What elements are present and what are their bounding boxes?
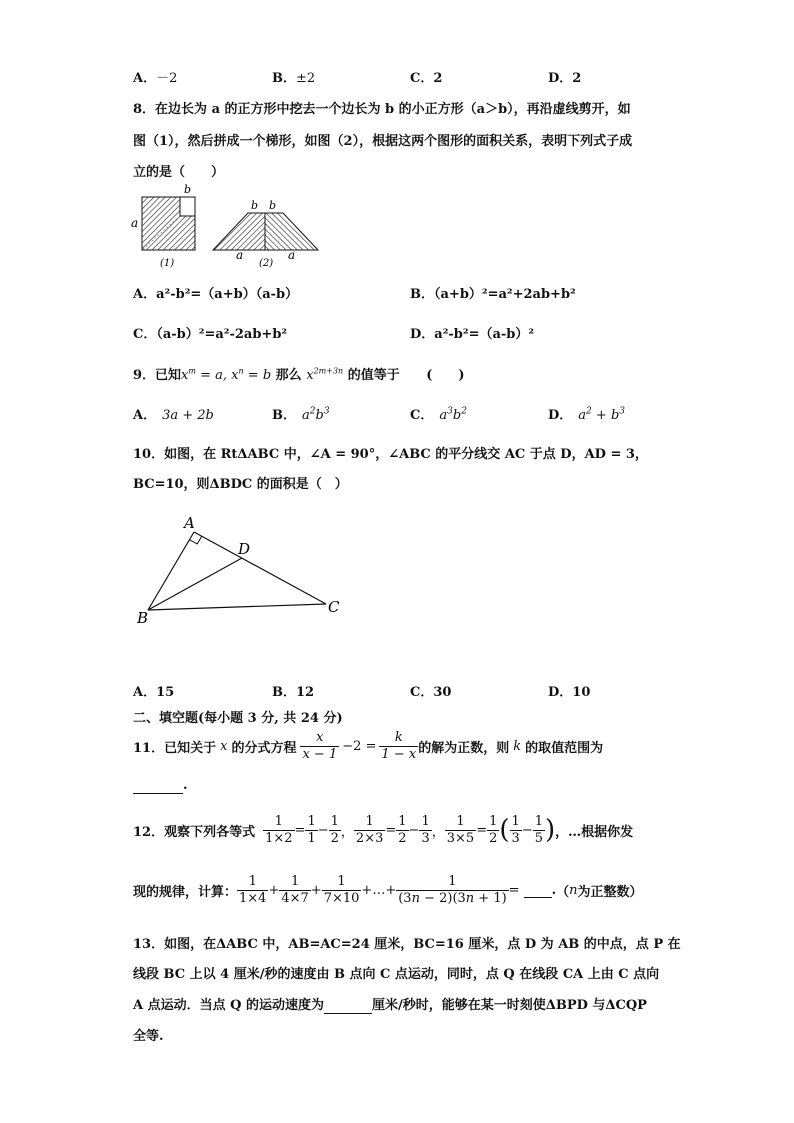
- section-title: 二、填空题(每小题 3 分, 共 24 分): [133, 711, 343, 726]
- q13-stem-line2: 线段 BC 上以 4 厘米/秒的速度由 B 点向 C 点运动，同时，点 Q 在线段 CA 上由 C 点向: [133, 967, 660, 982]
- fig1-label-b: b: [184, 183, 192, 196]
- q8-option-a: A．a²-b²=（a+b）（a-b）: [133, 287, 299, 302]
- q7-option-a: A．－2: [133, 71, 178, 86]
- q8-stem-line2: 图（1），然后拼成一个梯形，如图（2），根据这两个图形的面积关系，表明下列式子成: [133, 134, 633, 149]
- q9-option-b: B． $a^2b^3$: [272, 406, 330, 423]
- q10-stem-line2: BC=10，则ΔBDC 的面积是（ ）: [133, 477, 348, 492]
- q10-stem-line1: 10．如图，在 RtΔABC 中，∠A = 90°，∠ABC 的平分线交 AC 于点 D，AD = 3，: [133, 447, 648, 462]
- fig2-label-a-left: a: [236, 248, 244, 262]
- q12-stem-line1: 12．观察下列各等式 $\frac{1}{1\times 2}$ = $\frac{1}{1}$ − $\frac{1}{2}$ ， $\frac{1}{2\times 3}$ = $\frac{1}{2}$ − $\frac{1}{3}$ ， $\frac{1}{3\times 5}$ = $\frac{1}{2}$ ( $\frac{1}{3}$ − $\frac{1}{5}$ ) ，…根据你发: [133, 813, 634, 846]
- q11-fraction-left: $\frac{x}{x - 1}$: [302, 729, 338, 762]
- q8-option-b: B．（a+b）²=a²+2ab+b²: [410, 287, 576, 302]
- q10-option-d: D．10: [548, 685, 591, 700]
- q11-answer-blank[interactable]: .: [133, 778, 188, 794]
- fig2-caption: (2): [259, 258, 274, 269]
- label-C: C: [328, 598, 340, 616]
- q12-sum-expression: $\frac{1}{1\times 4}$ + $\frac{1}{4\times 7}$ + $\frac{1}{7\times 10}$ +…+ $\frac{1}{(3n - 2)(3n + 1)}$ =: [239, 873, 520, 906]
- q10-triangle-figure: [130, 510, 350, 630]
- q8-figure: [128, 183, 328, 269]
- q8-stem-line1: 8．在边长为 a 的正方形中挖去一个边长为 b 的小正方形（a＞b），再沿虚线剪开，如: [133, 102, 631, 117]
- fig2-right-half: [265, 213, 318, 250]
- q13-stem-line3: A 点运动．当点 Q 的运动速度为 厘米/秒时，能够在某一时刻使ΔBPD 与ΔCQP: [133, 998, 647, 1013]
- q8-option-c: C．（a-b）²=a²-2ab+b²: [133, 327, 288, 342]
- q11-fraction-right: $\frac{k}{1 - x}$: [381, 729, 417, 762]
- q8-option-d: D．a²-b²=（a-b）²: [410, 327, 535, 342]
- q12-eq2: $\frac{1}{2\times 3}$ = $\frac{1}{2}$ − $\frac{1}{3}$ ，: [355, 813, 445, 846]
- label-A: A: [184, 514, 195, 532]
- fig2-label-b-right: b: [269, 199, 277, 212]
- q10-option-a: A．15: [133, 685, 175, 700]
- label-B: B: [137, 609, 149, 627]
- q8-stem-line3: 立的是（ ）: [133, 165, 225, 180]
- fig1-small-square: [180, 197, 195, 216]
- q9-option-d: D． $a^2 + b^3$: [548, 406, 625, 423]
- q9-option-c: C． $a^3b^2$: [410, 406, 467, 423]
- q9-condition: $x^m = a$, $x^n = b$: [181, 366, 272, 383]
- fig2-label-b-left: b: [251, 199, 259, 212]
- q12-eq1: $\frac{1}{1\times 2}$ = $\frac{1}{1}$ − $\frac{1}{2}$ ，: [265, 813, 354, 846]
- q7-option-d: D．2: [548, 71, 582, 86]
- fig2-label-a-right: a: [288, 248, 296, 262]
- label-D: D: [238, 540, 251, 558]
- q13-stem-line1: 13．如图，在ΔABC 中，AB=AC=24 厘米，BC=16 厘米，点 D 为 AB 的中点，点 P 在: [133, 937, 681, 952]
- q9-option-a: A． 3a + 2b: [133, 408, 214, 423]
- q9-stem: 9．已知$x^m = a$, $x^n = b$ 那么 $x^{2m+3n}$ 的值等于 ( ): [133, 366, 465, 383]
- q12-eq3: $\frac{1}{3\times 5}$ = $\frac{1}{2}$ ( $\frac{1}{3}$ − $\frac{1}{5}$ ): [446, 813, 556, 846]
- q12-answer-blank[interactable]: [524, 882, 552, 898]
- q10-option-b: B．12: [272, 685, 315, 700]
- fig1-label-a: a: [131, 216, 139, 230]
- q9-expression: $x^{2m+3n}$: [306, 366, 344, 383]
- q13-answer-blank[interactable]: [324, 998, 372, 1014]
- q7-option-b: B．±2: [272, 71, 316, 86]
- q7-option-c: C．2: [410, 71, 443, 86]
- q10-option-c: C．30: [410, 685, 452, 700]
- q12-stem-line2: 现的规律，计算： $\frac{1}{1\times 4}$ + $\frac{1}{4\times 7}$ + $\frac{1}{7\times 10}$ +…+ $\frac{1}{(3n - 2)(3n + 1)}$ = . （ n 为正整数）: [133, 873, 643, 906]
- q13-stem-line4: 全等.: [133, 1029, 164, 1044]
- q11-stem: 11．已知关于 x 的分式方程 $\frac{x}{x - 1}$ −2 = $\frac{k}{1 - x}$ 的解为正数，则 k 的取值范围为: [133, 729, 604, 762]
- fig2-left-half: [213, 213, 265, 250]
- fig1-caption: (1): [160, 258, 175, 269]
